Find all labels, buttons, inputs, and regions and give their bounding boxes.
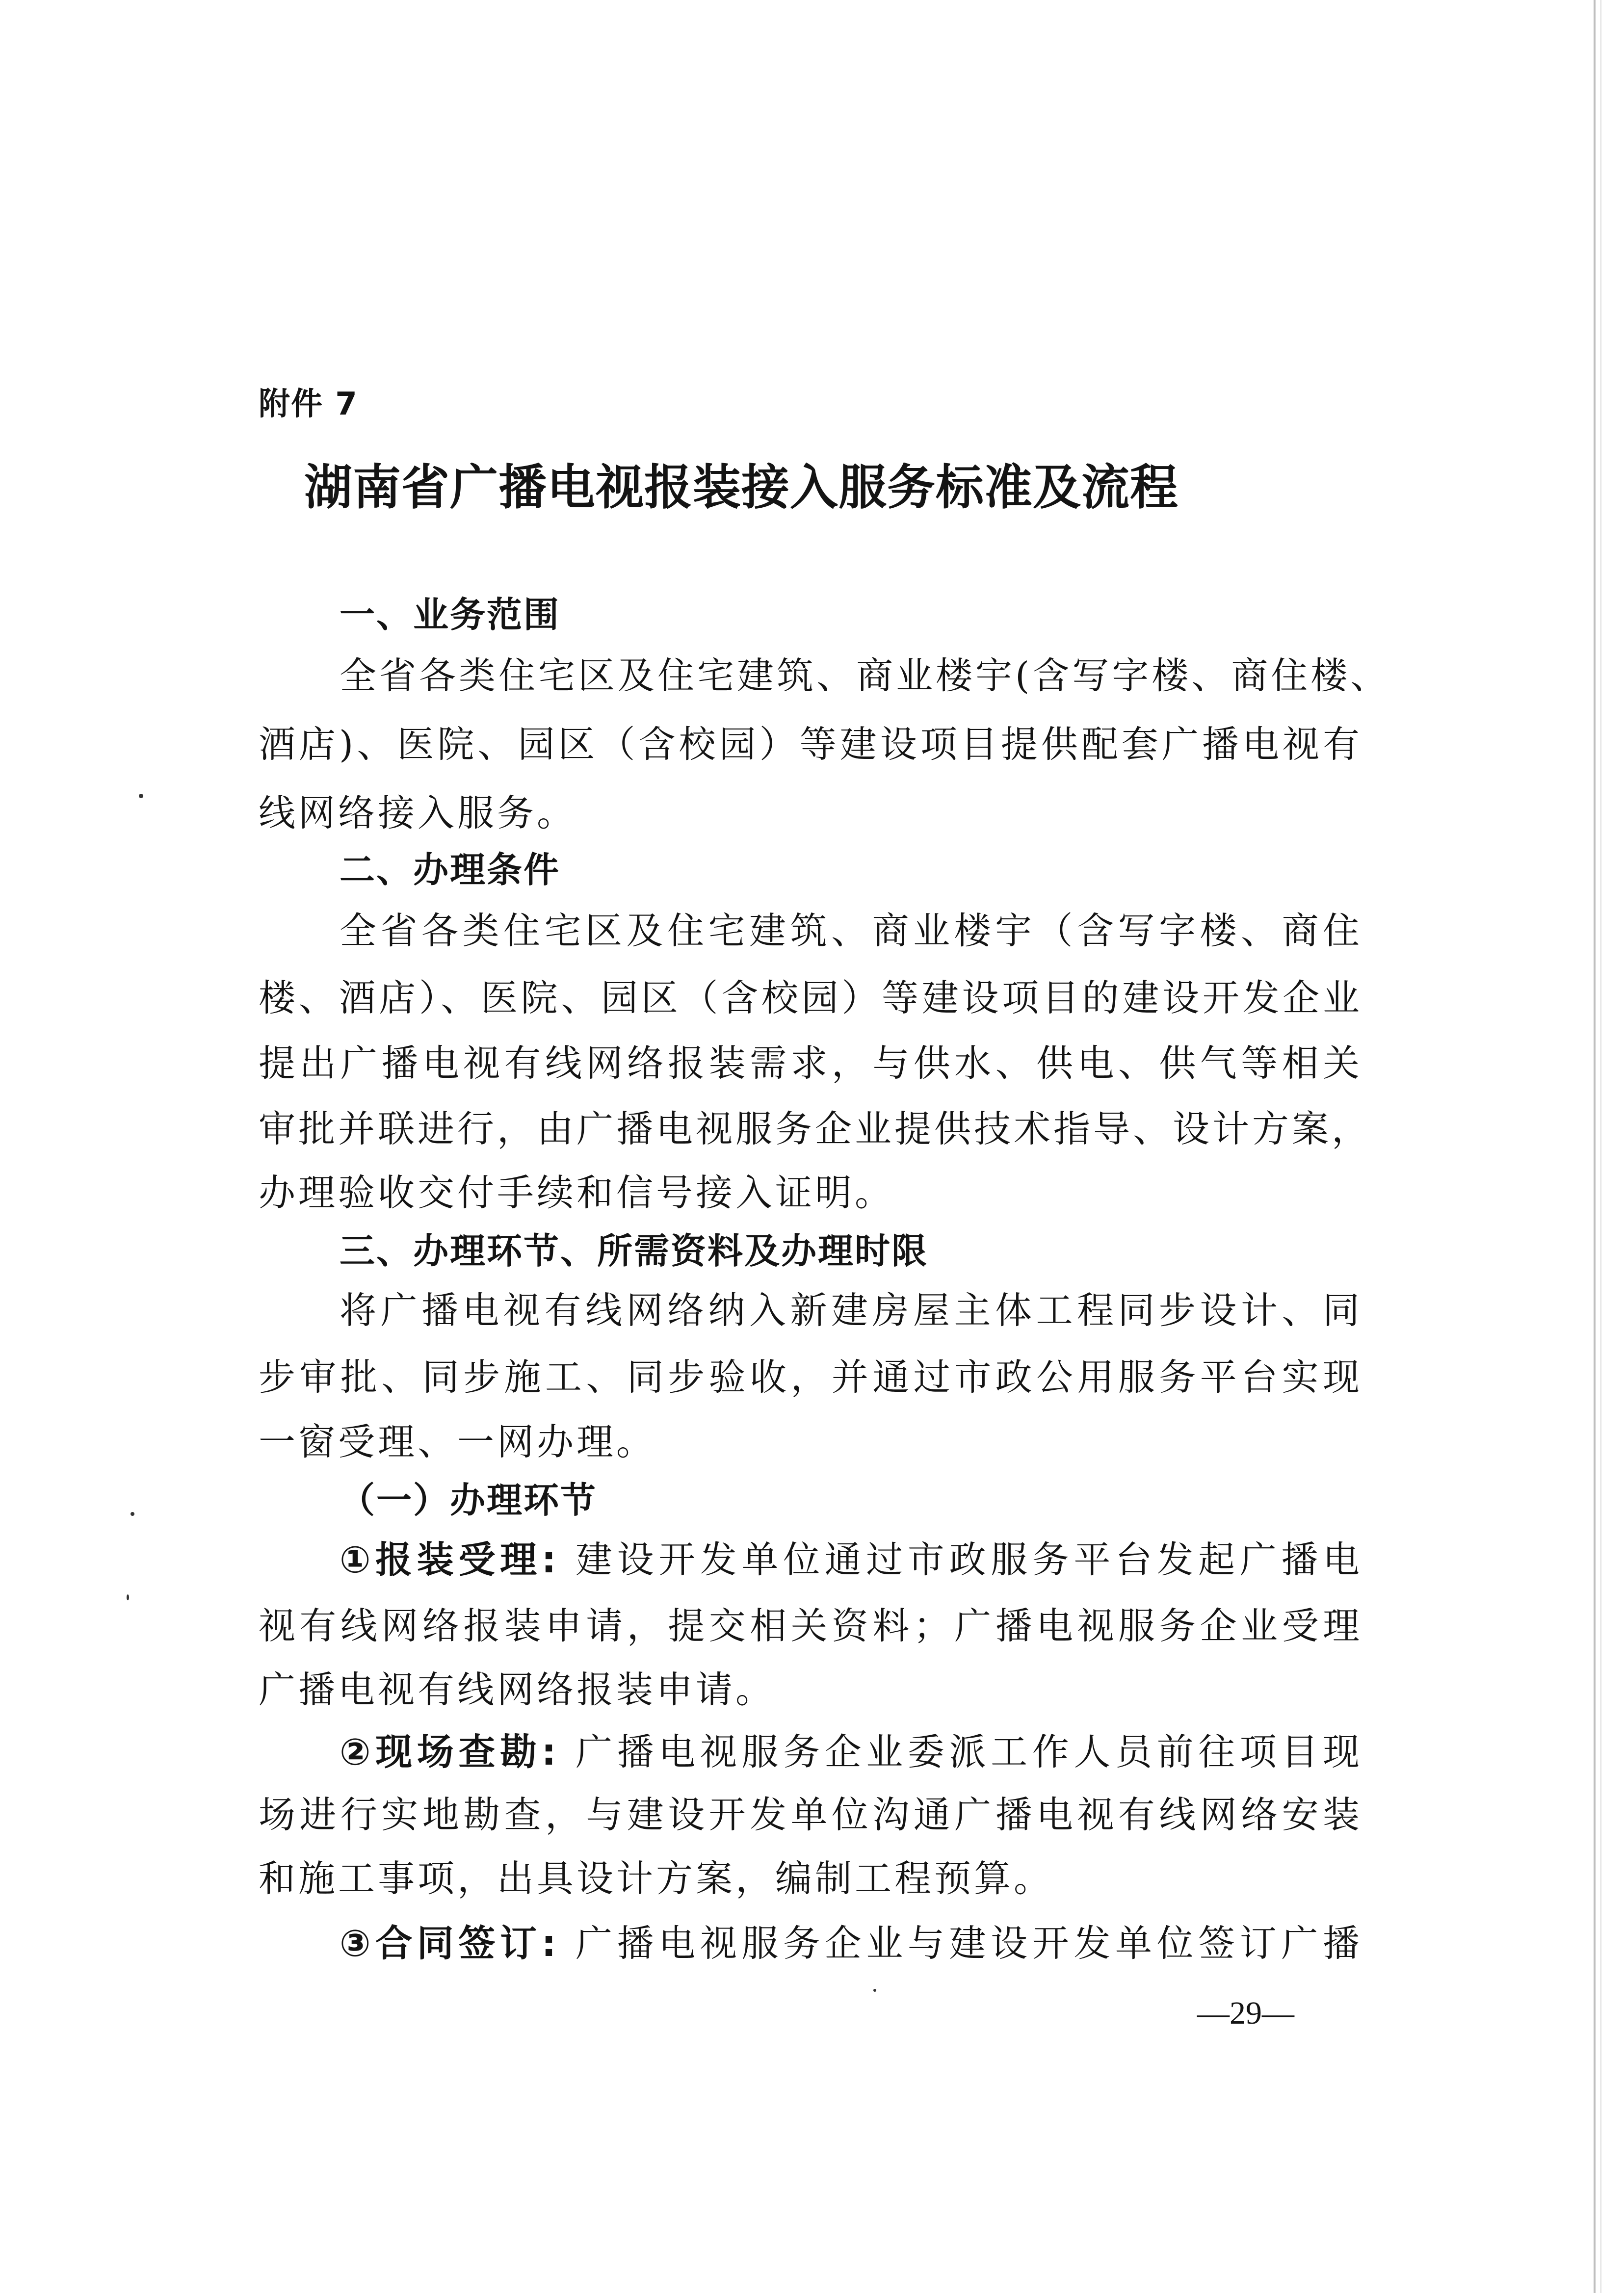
step-text: 建设开发单位通过市政服务平台发起广播电 [559, 1538, 1363, 1581]
step-label-application: ①报装受理: [340, 1538, 559, 1581]
document-title: 湖南省广播电视报装接入服务标准及流程 [304, 459, 1179, 516]
step-line [340, 1531, 1362, 1583]
subsection-heading-steps: （一）办理环节 [340, 1480, 598, 1521]
step-text: 广播电视服务企业与建设开发单位签订广播 [559, 1922, 1363, 1965]
body-line: 场进行实地勘查，与建设开发单位沟通广播电视有线网络安装 [259, 1793, 1362, 1836]
section-heading-conditions: 二、办理条件 [340, 849, 561, 890]
body-line: 酒店)、医院、园区（含校园）等建设项目提供配套广播电视有 [259, 723, 1362, 766]
body-line: 一窗受理、一网办理。 [259, 1420, 656, 1463]
body-line: 广播电视有线网络报装申请。 [259, 1668, 776, 1711]
scan-speck [139, 794, 143, 798]
scan-edge-shadow-secondary [1600, 0, 1601, 2293]
scan-speck [873, 1989, 876, 1992]
page-number: —29— [1197, 1995, 1294, 2031]
step-label-contract: ③合同签订: [340, 1922, 559, 1965]
body-line: 全省各类住宅区及住宅建筑、商业楼宇(含写字楼、商住楼、 [340, 654, 1390, 697]
body-line: 线网络接入服务。 [259, 791, 577, 834]
section-heading-procedures: 三、办理环节、所需资料及办理时限 [340, 1230, 929, 1272]
section-heading-scope: 一、业务范围 [340, 594, 561, 635]
body-line: 步审批、同步施工、同步验收，并通过市政公用服务平台实现 [259, 1355, 1362, 1399]
attachment-label: 附件 7 [259, 386, 358, 422]
body-line: 楼、酒店）、医院、园区（含校园）等建设项目的建设开发企业 [259, 976, 1362, 1019]
body-line: 提出广播电视有线网络报装需求，与供水、供电、供气等相关 [259, 1042, 1362, 1085]
body-line: 审批并联进行，由广播电视服务企业提供技术指导、设计方案， [259, 1107, 1372, 1150]
scan-edge-shadow [1594, 0, 1596, 2293]
step-label-survey: ②现场查勘: [340, 1730, 559, 1773]
body-line: 全省各类住宅区及住宅建筑、商业楼宇（含写字楼、商住 [340, 909, 1362, 952]
step-line [340, 1914, 1362, 1967]
body-line: 将广播电视有线网络纳入新建房屋主体工程同步设计、同 [340, 1289, 1362, 1332]
body-line: 视有线网络报装申请，提交相关资料；广播电视服务企业受理 [259, 1604, 1362, 1647]
scan-speck [127, 1594, 129, 1600]
step-text: 广播电视服务企业委派工作人员前往项目现 [559, 1730, 1363, 1773]
body-line: 办理验收交付手续和信号接入证明。 [259, 1171, 895, 1214]
step-line [340, 1723, 1362, 1775]
scan-speck [131, 1512, 134, 1516]
body-line: 和施工事项，出具设计方案，编制工程预算。 [259, 1857, 1054, 1900]
